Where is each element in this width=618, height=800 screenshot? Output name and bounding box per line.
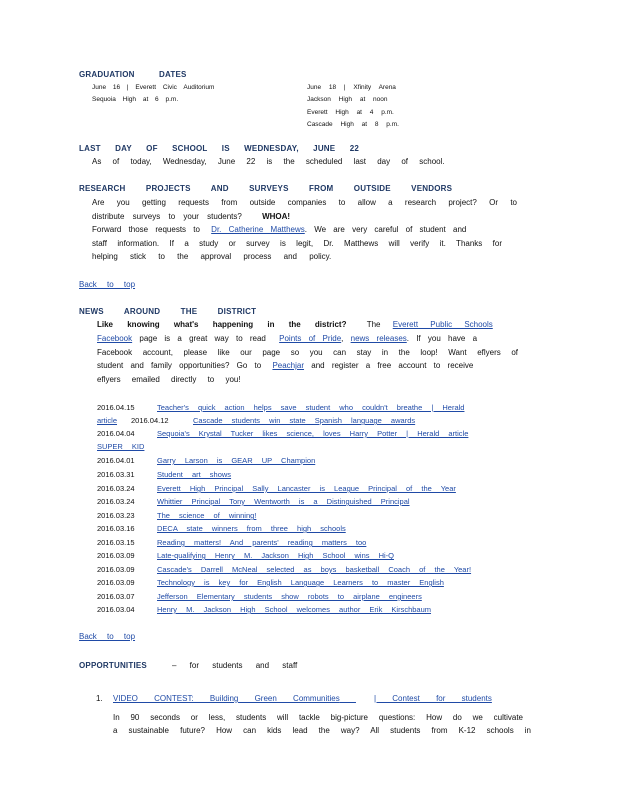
news-date: 2016.03.24 [97,497,135,506]
news-heading: NEWS AROUND THE DISTRICT [79,307,257,316]
video-contest-text1: In 90 seconds or less, students will tackle big-picture questions: How do we cultivate [113,713,523,722]
everett-schools-link[interactable]: Everett Public Schools [392,320,493,329]
last-day-heading: LAST DAY OF SCHOOL IS WEDNESDAY, JUNE 22 [79,144,360,153]
news-item-link[interactable]: SUPER KID [97,442,145,451]
research-line2-text: distribute surveys to your students? [92,212,242,221]
news-date: 2016.04.01 [97,456,135,465]
facebook-link[interactable]: Facebook [97,334,133,343]
news-date: 2016.03.16 [97,524,135,533]
news-releases-link[interactable]: news releases [350,334,407,343]
points-of-pride-link[interactable]: Points of Pride [279,334,342,343]
news-item-link[interactable]: Whittier Principal Tony Wentworth is a Distinguished Principal [157,497,410,506]
graduation-right-line4: Cascade High at 8 p.m. [307,121,399,128]
news-item-link[interactable]: Cascade students win state Spanish language awards [193,416,416,425]
research-line1: Are you getting requests from outside companies to allow a research project? Or to [92,198,517,207]
news-intro-line5: eflyers emailed directly to you! [97,375,241,384]
video-contest-subtitle: | Contest for students [373,694,492,703]
news-item-link[interactable]: Everett High Principal Sally Lancaster is League Principal of the Year [157,484,456,493]
news-intro-line4 [97,361,473,371]
news-item-link[interactable]: Late-qualifying Henry M. Jackson High School wins Hi-Q [157,551,394,560]
news-date: 2016.04.15 [97,403,135,412]
video-contest-title: VIDEO CONTEST: Building Green Communities [113,694,340,703]
news-date: 2016.03.15 [97,538,135,547]
news-date: 2016.03.04 [97,605,135,614]
news-intro-bold: Like knowing what's happening in the district? [97,320,347,329]
news-date: 2016.03.09 [97,565,135,574]
news-item-link[interactable]: The science of winning! [157,511,257,520]
news-item-link[interactable]: Garry Larson is GEAR UP Champion [157,456,316,465]
graduation-right-line2: Jackson High at noon [307,96,388,103]
news-item-link[interactable]: Reading matters! And parents' reading matters too [157,538,367,547]
news-date: 2016.04.04 [97,429,135,438]
research-whoa: WHOA! [262,212,291,221]
news-intro-line1 [97,320,519,330]
research-line3-rest: . We are very careful of student and [304,225,467,234]
news-item-link[interactable]: DECA state winners from three high schools [157,524,346,533]
back-to-top-link-2[interactable]: Back to top [79,632,136,641]
news-item-link[interactable]: Student art shows [157,470,232,479]
news-date: 2016.03.23 [97,511,135,520]
news-date: 2016.03.09 [97,551,135,560]
news-item-link[interactable]: Technology is key for English Language Learners to master English [157,578,444,587]
news-intro-line2 [97,334,477,344]
news-item-link[interactable]: Jefferson Elementary students show robots to airplane engineers [157,592,422,601]
graduation-right-line1: June 18 | Xfinity Arena [307,84,396,91]
video-contest-text2: a sustainable future? How can kids lead the way? All students from K-12 schools in [113,726,531,735]
news-item-link[interactable]: Henry M. Jackson High School welcomes author Erik Kirschbaum [157,605,432,614]
news-intro-line3: Facebook account, please like our page so you can stay in the loop! Want eflyers of [97,348,518,357]
graduation-left-line1: June 16 | Everett Civic Auditorium [92,84,215,91]
research-line2 [92,212,290,222]
research-line5: helping stick to the approval process and policy. [92,252,332,261]
dr-matthews-link[interactable]: Dr. Catherine Matthews [211,225,305,234]
last-day-text: As of today, Wednesday, June 22 is the scheduled last day of school. [92,157,445,166]
video-contest-link[interactable] [113,694,492,704]
news-date: 2016.03.07 [97,592,135,601]
news-item-link[interactable]: Teacher's quick action helps save student who couldn't breathe | Herald [157,403,465,412]
news-intro-comma: , [341,334,344,343]
news-intro-line4-rest: and register a free account to receive [311,361,474,370]
research-line3-text: Forward those requests to [92,225,200,234]
opportunities-heading: OPPORTUNITIES [79,661,147,670]
news-intro-line4-text: student and family opportunities? Go to [97,361,262,370]
graduation-heading: GRADUATION DATES [79,70,187,79]
research-line3 [92,225,517,235]
news-intro-the: The [366,320,381,329]
news-date: 2016.04.12 [131,416,169,425]
news-date: 2016.03.31 [97,470,135,479]
graduation-left-line2: Sequoia High at 6 p.m. [92,96,179,103]
news-date: 2016.03.09 [97,578,135,587]
news-item-link[interactable]: Sequoia's Krystal Tucker likes science, loves Harry Potter | Herald article [157,429,469,438]
back-to-top-link-1[interactable]: Back to top [79,280,136,289]
opportunities-subheading: – for students and staff [172,661,298,670]
peachjar-link[interactable]: Peachjar [272,361,305,370]
opportunity-number: 1. [96,694,103,703]
graduation-right-line3: Everett High at 4 p.m. [307,109,394,116]
news-intro-facebook-text: . If you have a [406,334,478,343]
news-item-link[interactable]: Cascade's Darrell McNeal selected as boys basketball Coach of the Year! [157,565,472,574]
news-item-link[interactable]: article [97,416,118,425]
research-line4: staff information. If a study or survey is legit, Dr. Matthews will verify it. Thanks for [92,239,502,248]
news-date: 2016.03.24 [97,484,135,493]
news-intro-page-text: page is a great way to read [139,334,266,343]
research-heading: RESEARCH PROJECTS AND SURVEYS FROM OUTSIDE VENDORS [79,184,453,193]
